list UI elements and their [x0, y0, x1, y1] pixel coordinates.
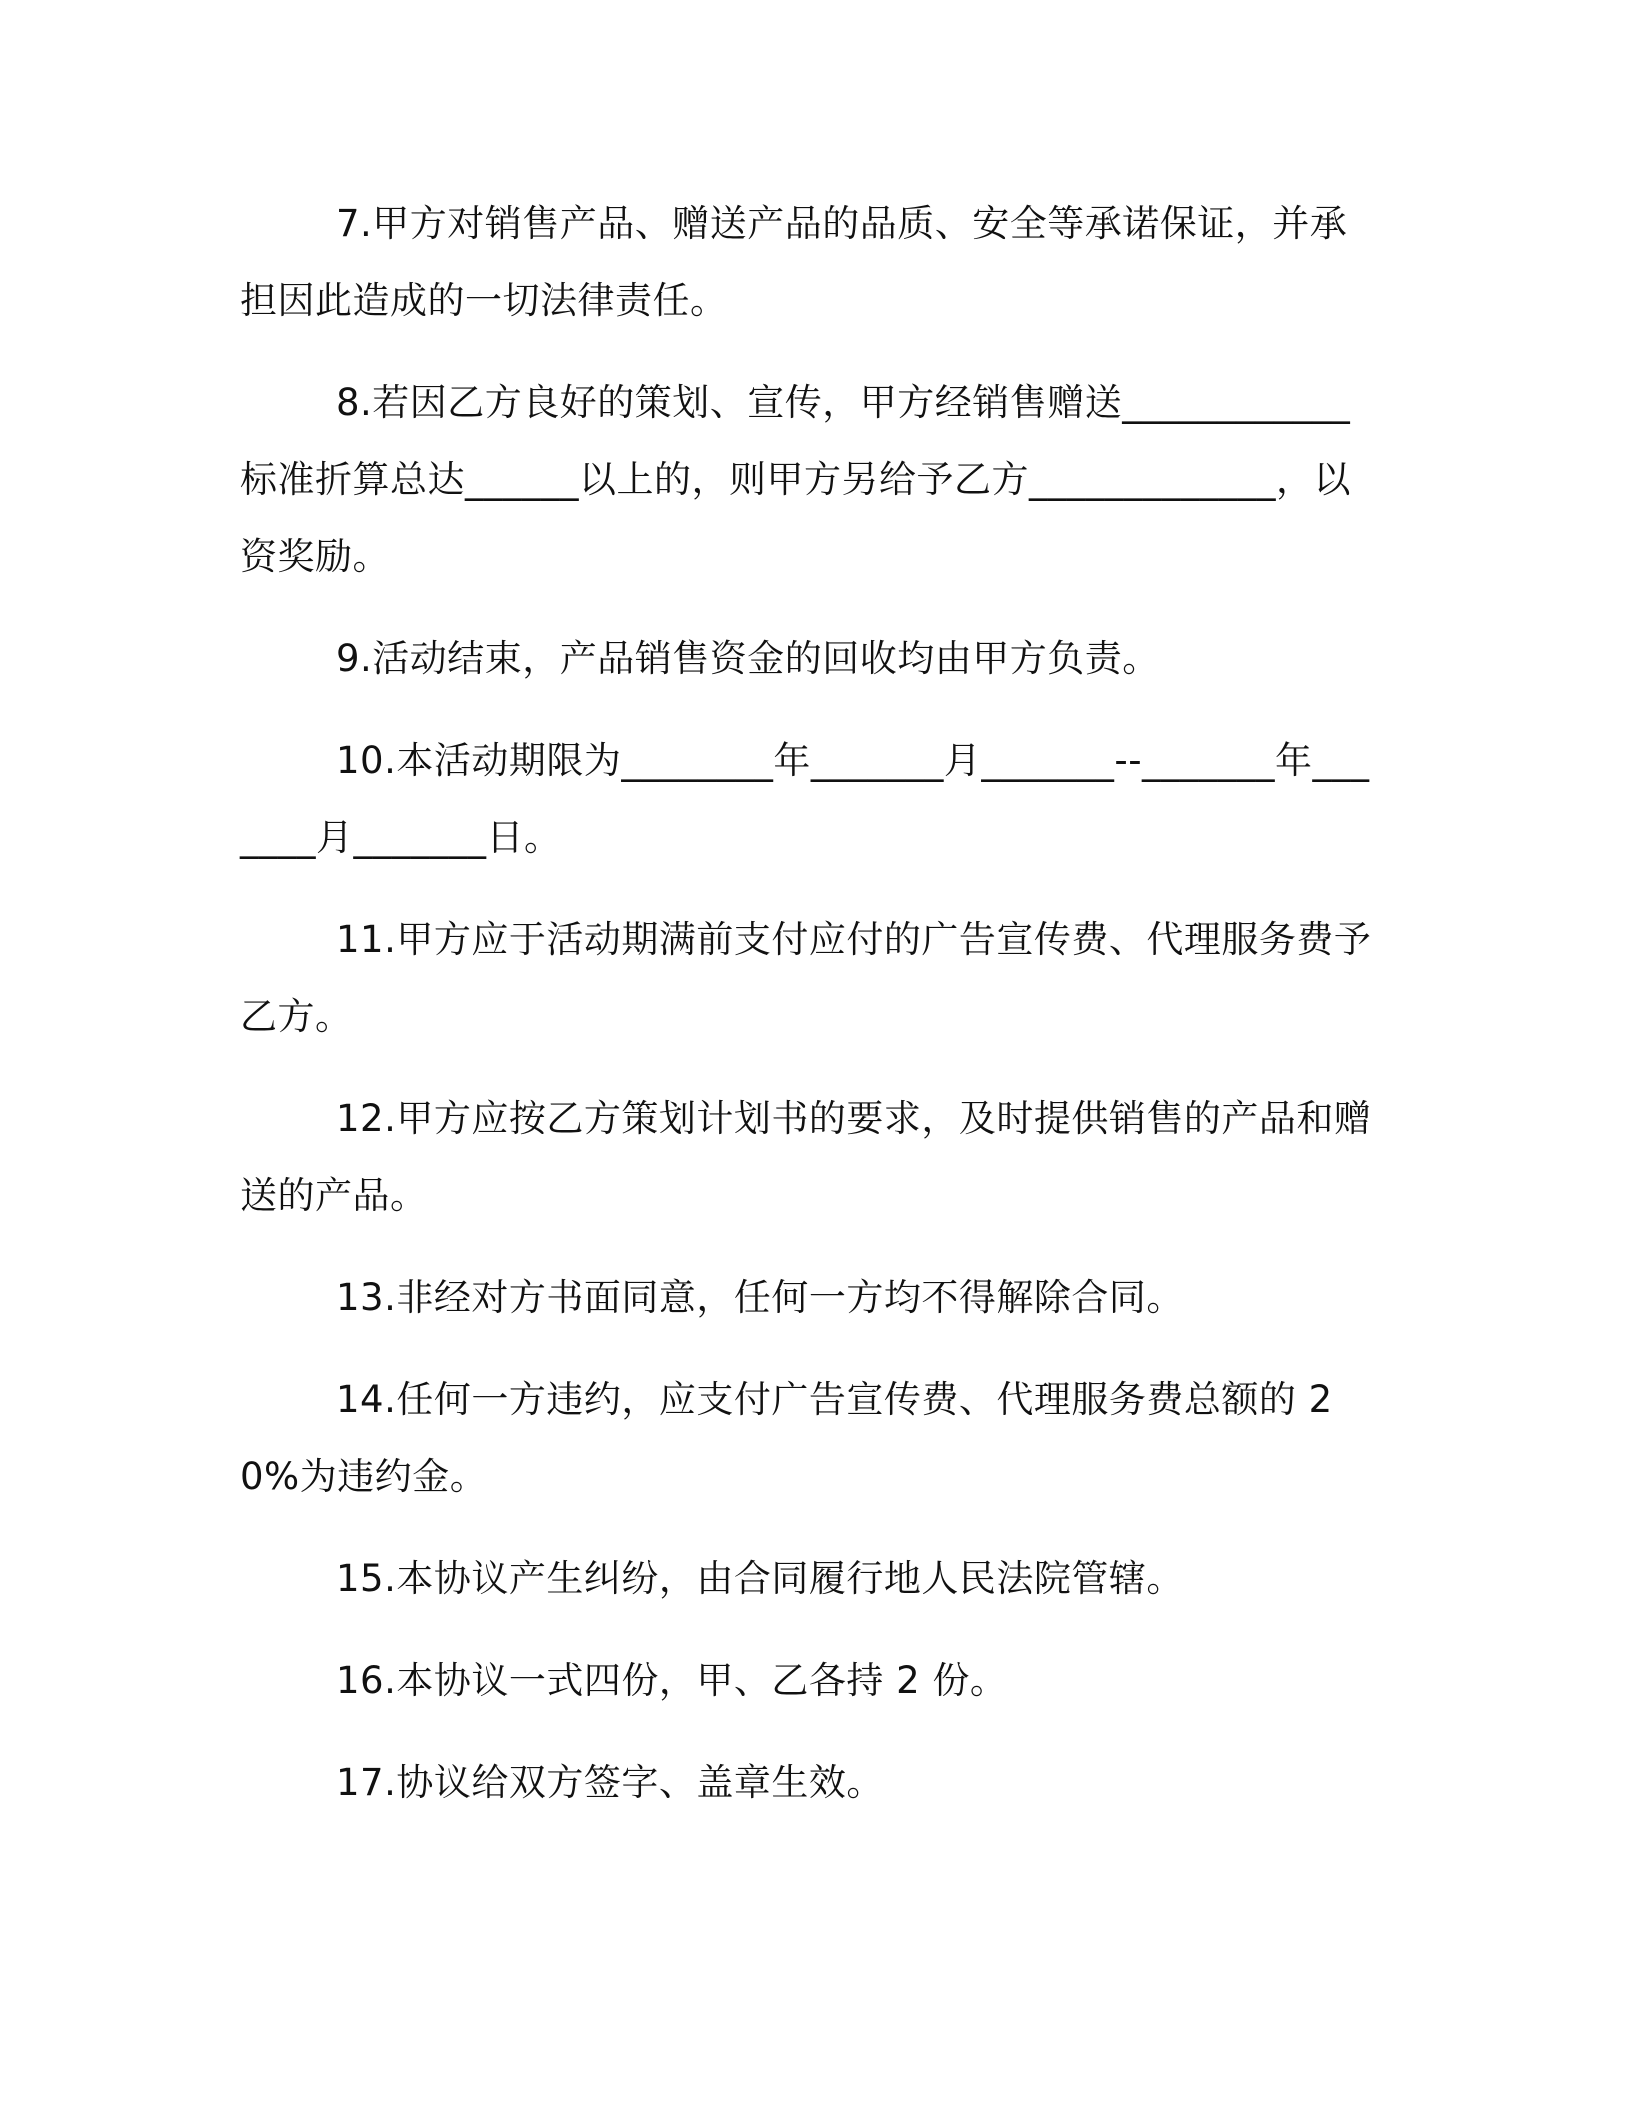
clause-10: 10.本活动期限为________年_______月_______--_______年_______月_______日。: [240, 739, 1370, 859]
clause-12: 12.甲方应按乙方策划计划书的要求，及时提供销售的产品和赠送的产品。: [240, 1097, 1372, 1217]
document-page: [240, 185, 1380, 1821]
clause-17: 17.协议给双方签字、盖章生效。: [336, 1761, 884, 1804]
clause-11: 11.甲方应于活动期满前支付应付的广告宣传费、代理服务费予乙方。: [240, 918, 1372, 1038]
clause-9: 9.活动结束，产品销售资金的回收均由甲方负责。: [336, 637, 1160, 680]
clause-14: 14.任何一方违约，应支付广告宣传费、代理服务费总额的 20%为违约金。: [240, 1378, 1333, 1498]
clause-8: 8.若因乙方良好的策划、宣传，甲方经销售赠送____________标准折算总达______以上的，则甲方另给予乙方_____________，以资奖励。: [240, 381, 1351, 578]
clause-13: 13.非经对方书面同意，任何一方均不得解除合同。: [336, 1276, 1184, 1319]
clause-16: 16.本协议一式四份，甲、乙各持 2 份。: [336, 1659, 1008, 1702]
clause-15: 15.本协议产生纠纷，由合同履行地人民法院管辖。: [336, 1557, 1184, 1600]
clause-7: 7.甲方对销售产品、赠送产品的品质、安全等承诺保证，并承担因此造成的一切法律责任。: [240, 202, 1348, 322]
